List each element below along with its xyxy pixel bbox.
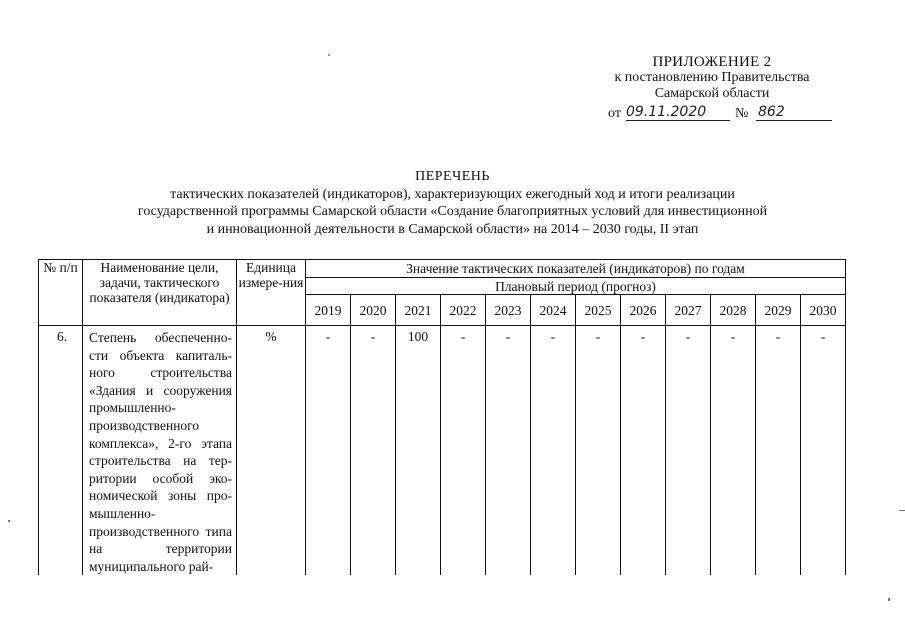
header-year: 2020: [351, 295, 396, 326]
header-year: 2029: [756, 295, 801, 326]
header-year: 2019: [306, 295, 351, 326]
row-value: -: [531, 326, 576, 576]
from-label: от: [608, 106, 621, 121]
row-value: -: [756, 326, 801, 576]
row-value: -: [441, 326, 486, 576]
scan-edge-mark: [899, 510, 905, 511]
row-value: -: [666, 326, 711, 576]
heading-line-2: государственной программы Самарской области «Создание благоприятных условий для инвестиционной: [137, 204, 768, 219]
table-row: [39, 326, 846, 576]
row-value: -: [306, 326, 351, 576]
appendix-title: ПРИЛОЖЕНИЕ 2: [652, 54, 772, 70]
resolution-date: 09.11.2020: [626, 104, 730, 121]
header-year: 2022: [441, 295, 486, 326]
row-value: -: [351, 326, 396, 576]
row-value: -: [486, 326, 531, 576]
header-year: 2021: [396, 295, 441, 326]
header-year: 2030: [801, 295, 846, 326]
row-value: -: [576, 326, 621, 576]
appendix-line-2: Самарской области: [654, 86, 770, 101]
heading-line-3: и инновационной деятельности в Самарской области» на 2014 – 2030 годы, II этап: [206, 221, 699, 237]
indicators-table: [38, 259, 846, 575]
heading-line-1: тактических показателей (индикаторов), характеризующих ежегодный ход и итоги реализации: [170, 186, 735, 202]
resolution-date-number: [608, 104, 830, 122]
resolution-number: 862: [756, 104, 832, 121]
row-value: -: [621, 326, 666, 576]
heading-title: ПЕРЕЧЕНЬ: [415, 169, 490, 184]
header-name: Наименование цели, задачи, тактического показателя (индикатора): [83, 260, 237, 326]
appendix-block: [597, 54, 827, 102]
header-year: 2028: [711, 295, 756, 326]
header-plan-period: Плановый период (прогноз): [306, 278, 846, 295]
number-label: №: [735, 106, 749, 121]
header-unit: Единица измере-ния: [237, 260, 306, 326]
appendix-line-1: к постановлению Правительства: [614, 70, 810, 85]
row-value: -: [801, 326, 846, 576]
scan-speck-left: [8, 520, 10, 522]
header-year: 2025: [576, 295, 621, 326]
scan-speck-bottom: [888, 598, 890, 601]
header-values: Значение тактических показателей (индикаторов) по годам: [306, 260, 846, 278]
row-value: -: [711, 326, 756, 576]
row-number: 6.: [39, 326, 83, 576]
header-year: 2026: [621, 295, 666, 326]
row-unit: %: [237, 326, 306, 576]
header-year: 2024: [531, 295, 576, 326]
row-indicator-name: Степень обеспеченно-сти объекта капиталь-ного строительства «Здания и сооружения промышленно-производственного комплекса», 2-го этапа строительства на тер-ритории особой эко-номической зоны про-мышленно-производственного типа на территории муниципального рай-: [83, 326, 237, 576]
row-value: 100: [396, 326, 441, 576]
header-year: 2027: [666, 295, 711, 326]
scan-speck: [328, 54, 330, 56]
header-year: 2023: [486, 295, 531, 326]
header-num: № п/п: [39, 260, 83, 326]
document-heading: [80, 168, 825, 238]
